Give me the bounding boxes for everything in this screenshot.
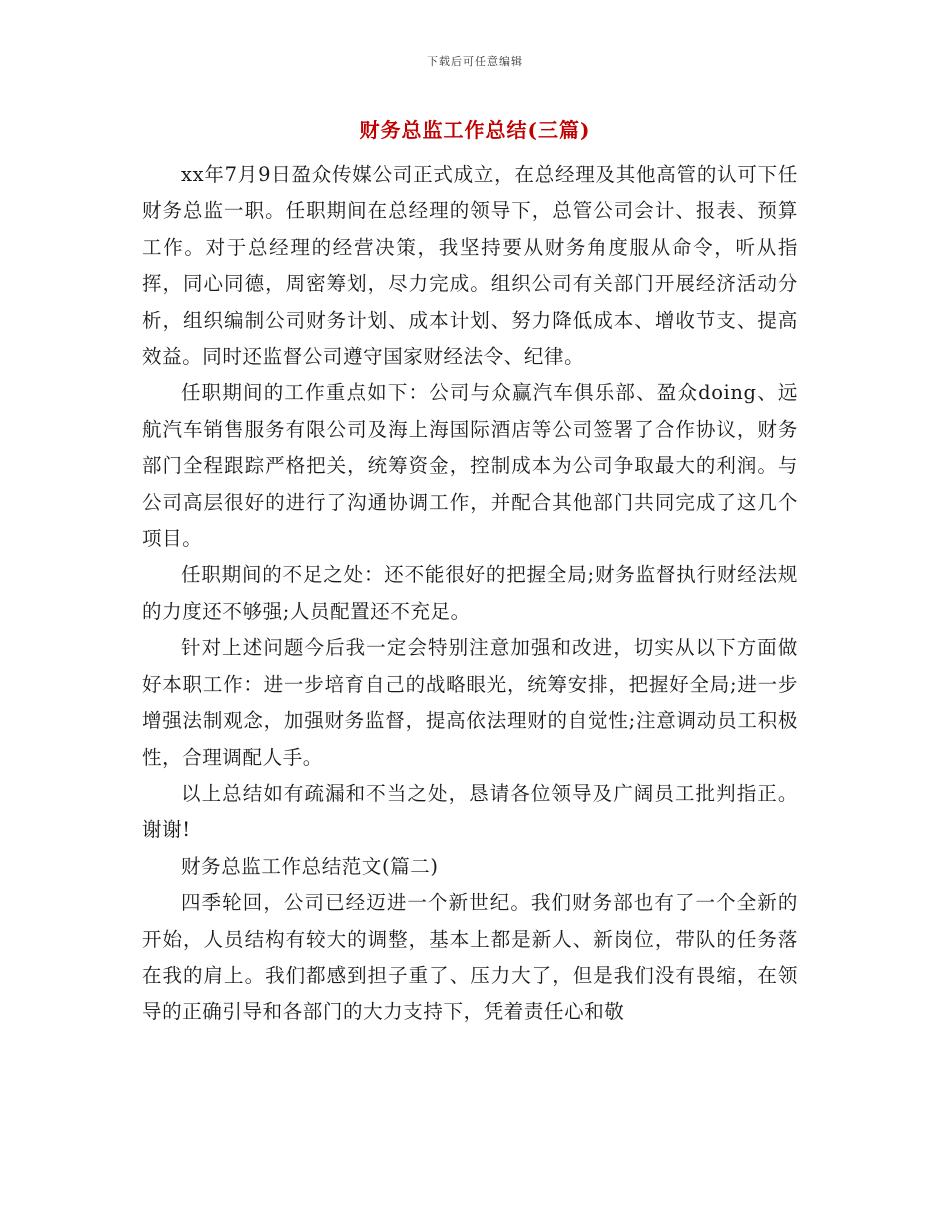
paragraph-2: 任职期间的工作重点如下：公司与众赢汽车俱乐部、盈众doing、远航汽车销售服务有限公司及海上海国际酒店等公司签署了合作协议，财务部门全程跟踪严格把关，统筹资金，控制成本为公司争取最大的利润。与公司高层很好的进行了沟通协调工作，并配合其他部门共同完成了这几个项目。 bbox=[142, 381, 798, 551]
paragraph-4: 针对上述问题今后我一定会特别注意加强和改进，切实从以下方面做好本职工作：进一步培育自己的战略眼光，统筹安排，把握好全局;进一步增强法制观念，加强财务监督，提高依法理财的自觉性;注意调动员工积极性，合理调配人手。 bbox=[142, 636, 798, 769]
paragraph-6: 四季轮回，公司已经迈进一个新世纪。我们财务部也有了一个全新的开始，人员结构有较大的调整，基本上都是新人、新岗位，带队的任务落在我的肩上。我们都感到担子重了、压力大了，但是我们没有畏缩，在领导的正确引导和各部门的大力支持下，凭着责任心和敬 bbox=[142, 891, 798, 1024]
document-body bbox=[142, 157, 798, 1031]
paragraph-5: 以上总结如有疏漏和不当之处，恳请各位领导及广阔员工批判指正。谢谢! bbox=[142, 781, 798, 842]
paragraph-3: 任职期间的不足之处：还不能很好的把握全局;财务监督执行财经法规的力度还不够强;人员配置还不充足。 bbox=[142, 563, 798, 623]
document-title: 财务总监工作总结(三篇) bbox=[359, 118, 591, 142]
header-note: 下载后可任意编辑 bbox=[427, 55, 523, 68]
paragraph-1: xx年7月9日盈众传媒公司正式成立，在总经理及其他高管的认可下任财务总监一职。任职期间在总经理的领导下，总管公司会计、报表、预算工作。对于总经理的经营决策，我坚持要从财务角度服从命令，听从指挥，同心同德，周密筹划，尽力完成。组织公司有关部门开展经济活动分析，组织编制公司财务计划、成本计划、努力降低成本、增收节支、提高效益。同时还监督公司遵守国家财经法令、纪律。 bbox=[142, 163, 798, 369]
section-heading-part-two: 财务总监工作总结范文(篇二) bbox=[181, 854, 439, 878]
